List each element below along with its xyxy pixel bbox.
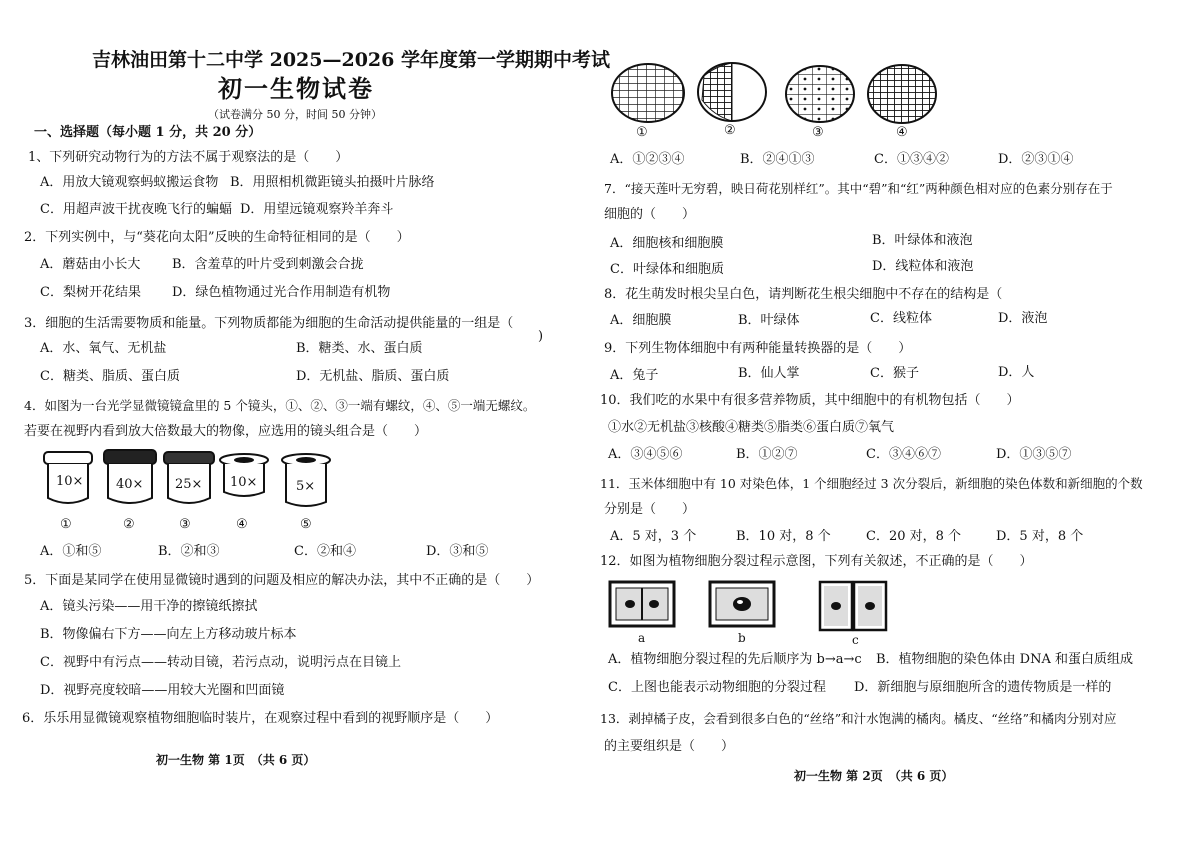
question-8-stem: 8．花生萌发时根尖呈白色，请判断花生根尖细胞中不存在的结构是（ bbox=[604, 287, 1003, 302]
question-8-option-d: D．液泡 bbox=[998, 311, 1048, 326]
lens-1-number: ① bbox=[60, 517, 72, 532]
lens-figure bbox=[30, 448, 330, 530]
question-4-option-c: C．②和④ bbox=[294, 544, 356, 559]
question-2-option-a: A．蘑菇由小长大 bbox=[40, 257, 141, 272]
cell-c-image bbox=[818, 580, 890, 634]
question-3-option-c: C．糖类、脂质、蛋白质 bbox=[40, 369, 180, 384]
exam-page-2 bbox=[600, 0, 1190, 848]
question-3-option-a: A．水、氧气、无机盐 bbox=[40, 341, 167, 356]
question-12-option-a: A．植物细胞分裂过程的先后顺序为 b→a→c bbox=[608, 652, 862, 667]
question-12-option-c: C．上图也能表示动物细胞的分裂过程 bbox=[608, 680, 826, 695]
question-7-option-b: B．叶绿体和液泡 bbox=[872, 233, 973, 248]
question-5-option-d: D．视野亮度较暗——用较大光圈和凹面镜 bbox=[40, 683, 285, 698]
question-5-option-c: C．视野中有污点——转动目镜，若污点动，说明污点在目镜上 bbox=[40, 655, 401, 670]
question-13-stem-2: 的主要组织是（ ） bbox=[604, 739, 735, 754]
question-4-stem-2: 若要在视野内看到放大倍数最大的物像，应选用的镜头组合是（ ） bbox=[24, 424, 428, 439]
exam-info: （试卷满分 50 分，时间 50 分钟） bbox=[208, 108, 382, 121]
question-10-stem: 10．我们吃的水果中有很多营养物质，其中细胞中的有机物包括（ ） bbox=[600, 393, 1020, 408]
question-8-option-c: C．线粒体 bbox=[870, 311, 932, 326]
cell-c-label: c bbox=[852, 633, 859, 647]
question-11-option-a: A．5 对，3 个 bbox=[610, 529, 697, 544]
view-1-image bbox=[610, 62, 688, 126]
question-7-stem-2: 细胞的（ ） bbox=[604, 207, 696, 222]
page-1-footer: 初一生物 第 1页 （共 6 页） bbox=[156, 753, 316, 767]
question-11-stem: 11．玉米体细胞中有 10 对染色体，1 个细胞经过 3 次分裂后，新细胞的染色体数和新细胞的个数 bbox=[600, 476, 1143, 491]
question-5-option-a: A．镜头污染——用干净的擦镜纸擦拭 bbox=[40, 599, 258, 614]
view-2-image bbox=[696, 60, 774, 124]
cell-a-label: a bbox=[638, 631, 646, 645]
question-9-option-d: D．人 bbox=[998, 365, 1035, 380]
lens-4-magnification: 10× bbox=[230, 475, 258, 490]
question-1-stem: 1、下列研究动物行为的方法不属于观察法的是（ ） bbox=[28, 150, 349, 165]
question-13-stem: 13．剥掉橘子皮，会看到很多白色的“丝络”和汁水饱满的橘肉。橘皮、“丝络”和橘肉分别对应 bbox=[600, 711, 1117, 726]
cell-b-label: b bbox=[738, 631, 746, 645]
question-9-option-a: A．兔子 bbox=[610, 368, 659, 383]
question-4-option-b: B．②和③ bbox=[158, 544, 220, 559]
question-8-option-a: A．细胞膜 bbox=[610, 313, 672, 328]
lens-5-magnification: 5× bbox=[296, 479, 316, 494]
question-11-option-d: D．5 对，8 个 bbox=[996, 529, 1084, 544]
question-7-option-c: C．叶绿体和细胞质 bbox=[610, 262, 724, 277]
question-3-option-b: B．糖类、水、蛋白质 bbox=[296, 341, 423, 356]
question-8-option-b: B．叶绿体 bbox=[738, 313, 800, 328]
question-7-stem: 7．“接天莲叶无穷碧，映日荷花别样红”。其中“碧”和“红”两种颜色相对应的色素分别存在于 bbox=[604, 181, 1113, 196]
section-1-header: 一、选择题（每小题 1 分，共 20 分） bbox=[34, 125, 262, 140]
lens-2-number: ② bbox=[123, 517, 135, 532]
question-4-stem: 4．如图为一台光学显微镜镜盒里的 5 个镜头，①、②、③一端有螺纹，④、⑤一端无螺纹。 bbox=[24, 398, 536, 413]
view-3-image bbox=[784, 64, 862, 128]
lens-5-number: ⑤ bbox=[300, 517, 312, 532]
question-10-option-c: C．③④⑥⑦ bbox=[866, 447, 941, 462]
question-1-option-b: B．用照相机微距镜头拍摄叶片脉络 bbox=[230, 175, 435, 190]
question-2-option-d: D．绿色植物通过光合作用制造有机物 bbox=[172, 285, 391, 300]
question-10-items: ①水②无机盐③核酸④糖类⑤脂类⑥蛋白质⑦氧气 bbox=[608, 420, 895, 435]
question-11-option-c: C．20 对，8 个 bbox=[866, 529, 962, 544]
question-6-option-a: A．①②③④ bbox=[610, 152, 685, 167]
question-3-stem-end: ) bbox=[538, 329, 544, 344]
question-12-stem: 12．如图为植物细胞分裂过程示意图，下列有关叙述，不正确的是（ ） bbox=[600, 554, 1033, 569]
view-4-label: ④ bbox=[896, 125, 908, 140]
question-2-stem: 2．下列实例中，与“葵花向太阳”反映的生命特征相同的是（ ） bbox=[24, 230, 410, 245]
question-12-option-b: B．植物细胞的染色体由 DNA 和蛋白质组成 bbox=[876, 652, 1134, 667]
question-9-stem: 9．下列生物体细胞中有两种能量转换器的是（ ） bbox=[604, 341, 912, 356]
question-6-stem: 6．乐乐用显微镜观察植物细胞临时装片，在观察过程中看到的视野顺序是（ ） bbox=[22, 711, 499, 726]
cell-a-image bbox=[608, 580, 678, 630]
question-10-option-b: B．①②⑦ bbox=[736, 447, 798, 462]
lens-4-number: ④ bbox=[236, 517, 248, 532]
view-1-label: ① bbox=[636, 125, 648, 140]
question-5-stem: 5．下面是某同学在使用显微镜时遇到的问题及相应的解决办法，其中不正确的是（ ） bbox=[24, 573, 540, 588]
question-2-option-b: B．含羞草的叶片受到刺激会合拢 bbox=[172, 257, 364, 272]
question-10-option-d: D．①③⑤⑦ bbox=[996, 447, 1072, 462]
view-2-label: ② bbox=[724, 123, 736, 138]
lens-1-magnification: 10× bbox=[56, 474, 84, 489]
question-3-option-d: D．无机盐、脂质、蛋白质 bbox=[296, 369, 450, 384]
question-2-option-c: C．梨树开花结果 bbox=[40, 285, 141, 300]
lens-3-magnification: 25× bbox=[175, 477, 203, 492]
question-6-option-c: C．①③④② bbox=[874, 152, 949, 167]
question-9-option-c: C．猴子 bbox=[870, 366, 919, 381]
question-7-option-d: D．线粒体和液泡 bbox=[872, 259, 974, 274]
page-2-footer: 初一生物 第 2页 （共 6 页） bbox=[794, 769, 954, 783]
question-1-option-d: D．用望远镜观察羚羊奔斗 bbox=[240, 202, 394, 217]
view-4-image bbox=[866, 62, 944, 126]
question-6-option-b: B．②④①③ bbox=[740, 152, 815, 167]
question-4-option-a: A．①和⑤ bbox=[40, 544, 102, 559]
question-3-stem: 3．细胞的生活需要物质和能量。下列物质都能为细胞的生命活动提供能量的一组是（ bbox=[24, 316, 514, 331]
lens-3-number: ③ bbox=[179, 517, 191, 532]
question-1-option-c: C．用超声波干扰夜晚飞行的蝙蝠 bbox=[40, 202, 232, 217]
exam-title: 吉林油田第十二中学 2025—2026 学年度第一学期期中考试 bbox=[92, 49, 610, 71]
cell-b-image bbox=[708, 580, 778, 630]
question-11-stem-2: 分别是（ ） bbox=[604, 502, 696, 517]
question-6-option-d: D．②③①④ bbox=[998, 152, 1074, 167]
question-1-option-a: A．用放大镜观察蚂蚁搬运食物 bbox=[40, 175, 219, 190]
view-3-label: ③ bbox=[812, 125, 824, 140]
question-11-option-b: B．10 对，8 个 bbox=[736, 529, 831, 544]
question-4-option-d: D．③和⑤ bbox=[426, 544, 489, 559]
question-9-option-b: B．仙人掌 bbox=[738, 366, 800, 381]
question-12-option-d: D．新细胞与原细胞所含的遗传物质是一样的 bbox=[854, 680, 1112, 695]
lens-2-magnification: 40× bbox=[116, 477, 144, 492]
question-5-option-b: B．物像偏右下方——向左上方移动玻片标本 bbox=[40, 627, 297, 642]
microscope-views-figure bbox=[610, 60, 970, 140]
cell-division-figure bbox=[608, 580, 898, 647]
question-10-option-a: A．③④⑤⑥ bbox=[608, 447, 683, 462]
subject-title: 初一生物试卷 bbox=[218, 74, 374, 103]
question-7-option-a: A．细胞核和细胞膜 bbox=[610, 236, 724, 251]
